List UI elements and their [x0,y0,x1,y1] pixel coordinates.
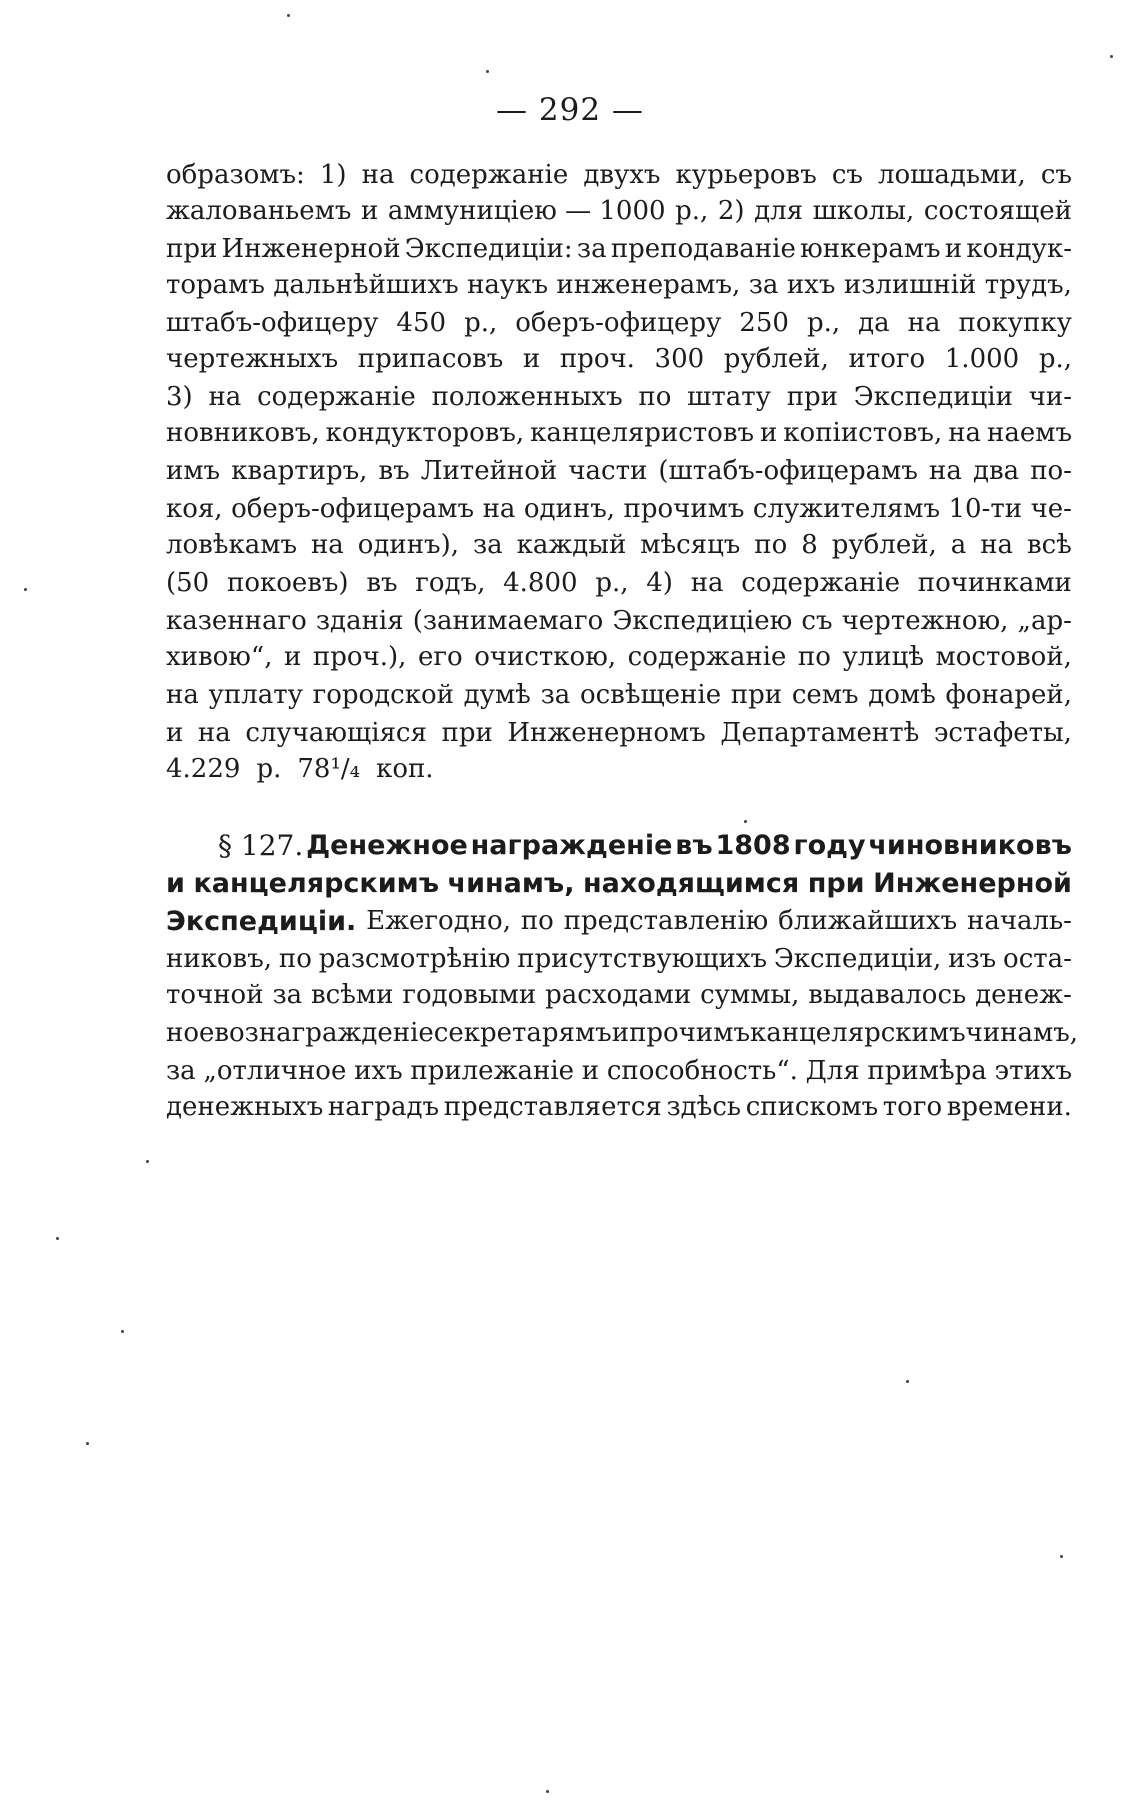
text-line [166,458,1072,484]
word: припасовъ [357,344,504,374]
word: канцеляристовъ [530,418,755,448]
word: 8 [801,530,818,560]
word: ное [166,1018,215,1048]
word: чи- [1028,382,1072,412]
word: за [166,1056,196,1086]
word: кондукторовъ, [325,418,525,448]
word: мостовой, [935,642,1072,672]
word: каждый [516,530,627,560]
word: за [472,530,503,560]
text-line [166,420,1072,446]
word: образомъ: [166,160,305,190]
word: думѣ [463,680,531,710]
word: времени. [946,1092,1072,1122]
word: рублей, [831,530,937,560]
word: домѣ [868,680,936,710]
text-line [166,682,1072,708]
word: копіистовъ, [783,418,943,448]
word: при [730,680,783,710]
word: Департаментѣ [720,718,920,748]
word: за [272,980,303,1010]
scan-speck [287,14,290,17]
scan-speck [546,1790,549,1793]
word: фонарей, [945,680,1072,710]
word: семъ [791,680,859,710]
word: 300 [654,344,705,374]
word: на [980,530,1014,560]
word: двухъ [583,160,661,190]
scan-speck [906,1380,909,1383]
text-line [166,198,1072,224]
word: Для [805,1056,860,1086]
word: р., [464,308,498,338]
word: ближайшихъ [778,906,958,936]
word: секретарямъ [433,1018,612,1048]
word: 1.000 [944,344,1020,374]
word: этихъ [994,1056,1072,1086]
word: и [360,196,379,226]
word: съ [1040,160,1072,190]
word: освѣщеніе [579,680,722,710]
word: при [807,868,865,899]
text-line [166,1018,1079,1048]
word: квартиръ, [231,456,368,486]
word: 3) [166,382,193,412]
word: улицѣ [842,642,924,672]
scan-speck [86,1442,89,1445]
word: по- [1030,456,1072,486]
word: эстафеты, [933,718,1072,748]
word: коп. [376,754,434,784]
word: содержаніе [627,642,787,672]
section-heading-line-2 [166,870,1072,897]
word: торамъ [166,270,265,300]
word: и [944,234,963,264]
word: 10-ти [948,494,1023,524]
word: рублей, [723,344,829,374]
word: представляется [443,1092,662,1122]
word: содержаніе [741,568,900,598]
text-line [166,496,1072,522]
word: Ежегодно, [366,906,511,936]
word: р., [595,568,629,598]
word: въ [366,568,398,598]
word: че- [1030,494,1072,524]
text-line [166,346,1072,372]
word: по [797,642,831,672]
word: покупку [958,308,1072,338]
word: служителямъ [752,494,940,524]
word: канцелярскимъ [193,868,440,899]
word: вознагражденіе [214,1018,434,1048]
word: зданія [315,606,404,636]
word: на [690,568,724,598]
word: новниковъ, [166,418,320,448]
word: р., [1038,344,1072,374]
word: чинамъ, [965,1018,1079,1048]
word: р. [256,754,282,784]
scan-speck [146,1160,149,1163]
word: его [417,642,463,672]
word: юнкерамъ [800,234,941,264]
word: „отличное [203,1056,347,1086]
word: Инженерной [221,234,401,264]
word: 4) [646,568,673,598]
word: на [907,308,941,338]
text-line [166,236,1072,262]
word: Экспедиціи: [404,234,573,264]
word: разсмотрѣнію [318,944,511,974]
word: году [793,830,866,861]
word: за [576,234,607,264]
word: имъ [166,456,221,486]
word: и [284,642,302,672]
word: (50 [166,568,210,598]
word: денежныхъ [166,1092,324,1122]
word: на [197,718,231,748]
word: съ [831,160,863,190]
word: и [581,1056,600,1086]
word: по [278,944,312,974]
word: инженерамъ, [556,270,741,300]
word: содержаніе [409,160,569,190]
scan-speck [1060,1555,1063,1558]
word: суммы, [700,980,800,1010]
word: проч. [559,344,635,374]
word: очисткою, [474,642,617,672]
word: преподаваніе [610,234,796,264]
word: за [748,270,779,300]
scan-speck [1110,55,1113,58]
word: началь- [966,906,1072,936]
word: расходами [545,980,692,1010]
word: на [948,418,982,448]
word: наградъ [327,1092,440,1122]
word: и [611,1018,630,1048]
word: въ [378,456,410,486]
word: оберъ-офицеру [515,308,722,338]
word: 4.800 [503,568,578,598]
word: жалованьемъ [166,196,352,226]
scan-speck [744,820,747,823]
word: чертежныхъ [166,344,339,374]
word: оста- [1003,944,1072,974]
word: здѣсь [666,1092,742,1122]
word: на [482,494,516,524]
word: 450 [396,308,447,338]
word: прочимъ [629,1018,750,1048]
word: того [882,1092,943,1122]
word: хивою“, [166,642,273,672]
word: по [638,382,672,412]
text-line [166,272,1072,298]
word: случающіяся [245,718,427,748]
word: при [786,382,838,412]
word: излишній [843,270,977,300]
word: проч.), [312,642,407,672]
scan-speck [486,70,489,73]
word: въ [675,830,713,861]
scan-speck [24,588,27,591]
word: штату [687,382,771,412]
word: штабъ-офицеру [166,308,379,338]
section-line-3 [166,908,1072,935]
word: Денежное [306,830,468,861]
word: оберъ-офицерамъ [231,494,475,524]
word: точной [166,980,264,1010]
word: всѣ [1026,530,1072,560]
page-number: — 292 — [496,92,644,128]
text-line [166,384,1072,410]
word: спискомъ [745,1092,879,1122]
word: Инженерномъ [507,718,706,748]
text-line [166,532,1072,558]
word: наемъ [987,418,1072,448]
word: прочимъ [623,494,745,524]
word: чинамъ, [447,868,575,899]
text-line [166,162,1072,188]
word: наукъ [467,270,548,300]
word: положенныхъ [431,382,623,412]
word: награжденіе [470,830,673,861]
word: представленію [563,906,769,936]
word: годъ, [415,568,486,598]
word: 250 [739,308,789,338]
word: 1808 [715,830,791,861]
word: школы, [812,196,915,226]
word: годовыми [402,980,537,1010]
word: ловѣкамъ [166,530,298,560]
word: всѣми [311,980,394,1010]
word: „ар- [1017,606,1072,636]
word: коя, [166,494,223,524]
text-line [166,570,1072,596]
word: городской [312,680,454,710]
word: присутствующихъ [517,944,768,974]
word: при [166,234,218,264]
scan-speck [121,1330,124,1333]
word: на [166,680,199,710]
word: лошадьми, [877,160,1026,190]
word: казеннаго [166,606,307,636]
word: покоевъ) [226,568,349,598]
word: два [972,456,1020,486]
text-line [166,720,1072,746]
text-line [166,946,1072,972]
word: и [759,418,778,448]
word: да [858,308,890,338]
section-heading-tail: Экспедиціи. [166,906,357,937]
word: примѣра [867,1056,987,1086]
word: по [754,530,788,560]
word: состоящей [923,196,1072,226]
word: (штабъ-офицерамъ [658,456,918,486]
word: ихъ [354,1056,403,1086]
word: кондук- [966,234,1072,264]
word: ихъ [786,270,836,300]
word: Экспедиціи, [773,944,942,974]
word: чертежною, [841,606,1009,636]
word: при [441,718,493,748]
text-line [166,756,1072,782]
word: изъ [948,944,997,974]
word: 4.229 [166,754,241,784]
word: денеж- [975,980,1072,1010]
word: способность“. [606,1056,798,1086]
word: канцелярскимъ [750,1018,966,1048]
word: на [208,382,242,412]
word: чиновниковъ [868,830,1072,861]
text-line [166,608,1072,634]
word: курьеровъ [675,160,817,190]
word: для [754,196,804,226]
word: никовъ, [166,944,273,974]
word: р., [675,196,709,226]
word: на [310,530,344,560]
word: мѣсяцъ [640,530,741,560]
word: одинъ), [357,530,460,560]
text-line [166,310,1072,336]
word: 1) [319,160,347,190]
word: дальнѣйшихъ [273,270,459,300]
word: Экспедиціею [612,606,793,636]
word: а [950,530,967,560]
word: выдавалось [808,980,967,1010]
word: съ [801,606,833,636]
word: 78¹/₄ [297,754,361,784]
word: одинъ, [523,494,616,524]
word: починками [917,568,1072,598]
word: Литейной [420,456,558,486]
text-line [166,1058,1072,1084]
word: находящимся [583,868,800,899]
word: (занимаемаго [412,606,604,636]
word: за [540,680,571,710]
text-line [166,644,1072,670]
word: и [522,344,541,374]
word: трудъ, [984,270,1072,300]
word: р., [806,308,841,338]
word: и [166,868,185,899]
scan-speck [56,1237,59,1240]
word: на [929,456,962,486]
text-line [166,982,1072,1008]
word: § 127. [218,829,304,862]
word: содержаніе [257,382,416,412]
word: 2) [717,196,745,226]
word: и [166,718,184,748]
word: по [520,906,554,936]
word: итого [848,344,926,374]
word: аммуниціею — 1000 [387,196,666,226]
word: Инженерной [873,868,1072,899]
text-line [166,1094,1072,1120]
word: части [568,456,648,486]
word: прилежаніе [410,1056,575,1086]
section-heading-line-1 [218,829,1072,862]
word: уплату [208,680,303,710]
word: Экспедиціи [853,382,1013,412]
word: на [361,160,395,190]
